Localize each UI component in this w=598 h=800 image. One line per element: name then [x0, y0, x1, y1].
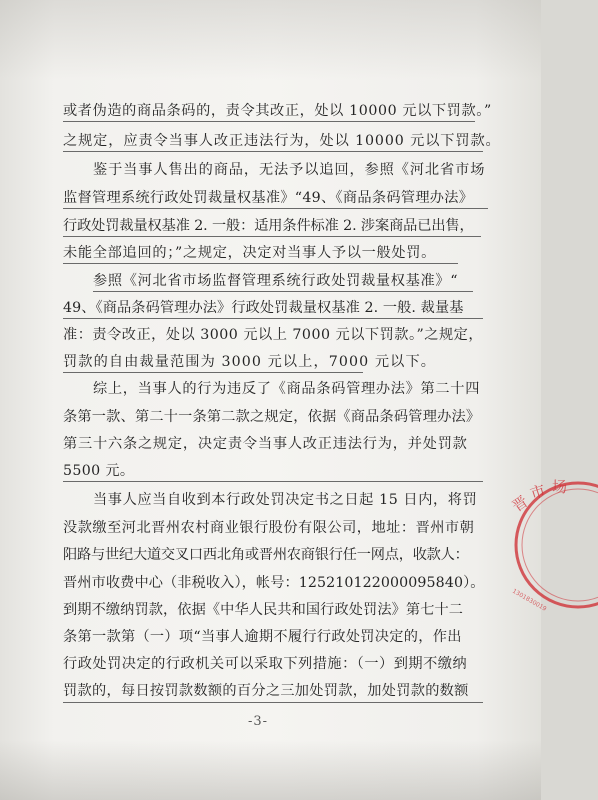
svg-text:场: 场 — [552, 478, 568, 496]
text-line-6: 未能全部追回的；”之规定，决定对当事人予以一般处罚。 — [63, 245, 437, 261]
text-line-17: 阳路与世纪大道交叉口西北角或晋州农商银行任一网点，收款人： — [63, 547, 469, 563]
text-line-3: 鉴于当事人售出的商品，无法予以追回，参照《河北省市场 — [93, 162, 486, 178]
svg-text:市: 市 — [527, 481, 548, 504]
underline — [63, 481, 483, 482]
text-line-20: 条第一款第（一）项“当事人逾期不履行行政处罚决定的，作出 — [63, 629, 462, 645]
underline — [63, 372, 363, 373]
underline — [63, 121, 475, 122]
underline — [93, 291, 473, 292]
text-line-5: 行政处罚裁量权基准 2. 一般：适用条件标准 2. 涉案商品已出售， — [63, 218, 474, 234]
text-line-7: 参照《河北省市场监督管理系统行政处罚裁量权基准》“ — [93, 273, 459, 289]
underline — [63, 702, 483, 703]
text-line-8: 49、《商品条码管理办法》行政处罚裁量权基准 2. 一般. 裁量基 — [63, 300, 464, 316]
text-line-11: 综上，当事人的行为违反了《商品条码管理办法》第二十四 — [93, 381, 481, 397]
svg-text:晋: 晋 — [508, 492, 532, 516]
underline — [63, 236, 481, 237]
text-line-13: 第三十六条之规定，决定责令当事人改正违法行为，并处罚款 — [63, 436, 468, 452]
page-number: -3- — [248, 714, 269, 729]
text-line-15: 当事人应当自收到本行政处罚决定书之日起 15 日内，将罚 — [93, 492, 478, 508]
underline — [63, 318, 483, 319]
text-line-22: 罚款的，每日按罚款数额的百分之三加处罚款，加处罚款的数额 — [63, 683, 469, 699]
text-line-1: 或者伪造的商品条码的，责令其改正，处以 10000 元以下罚款。” — [63, 103, 492, 119]
official-seal — [508, 470, 598, 620]
text-line-2: 之规定，应责令当事人改正违法行为，处以 10000 元以下罚款。 — [63, 133, 501, 149]
svg-text:1301830019: 1301830019 — [511, 587, 548, 613]
underline — [63, 151, 483, 152]
text-line-19: 到期不缴纳罚款，依据《中华人民共和国行政处罚法》第七十二 — [63, 602, 464, 618]
text-line-16: 没款缴至河北晋州农村商业银行股份有限公司，地址：晋州市朝 — [63, 520, 475, 536]
page-shadow-bottom — [0, 740, 541, 800]
underline — [63, 263, 458, 264]
text-line-4: 监督管理系统行政处罚裁量权基准》“49、《商品条码管理办法》 — [63, 190, 474, 206]
underline — [63, 208, 488, 209]
text-line-21: 行政处罚决定的行政机关可以采取下列措施：（一）到期不缴纳 — [63, 656, 468, 672]
text-line-14: 5500 元。 — [63, 463, 135, 479]
text-line-9: 准：责令改正，处以 3000 元以上 7000 元以下罚款。”之规定， — [63, 327, 484, 343]
text-line-12: 条第一款、第二十一条第二款之规定，依据《商品条码管理办法》 — [63, 409, 481, 425]
page-shadow-top — [0, 0, 541, 80]
text-line-10: 罚款的自由裁量范围为 3000 元以上，7000 元以下。 — [63, 354, 437, 370]
text-line-18: 晋州市收费中心（非税收入），帐号：125210122000095840）。 — [63, 575, 485, 591]
